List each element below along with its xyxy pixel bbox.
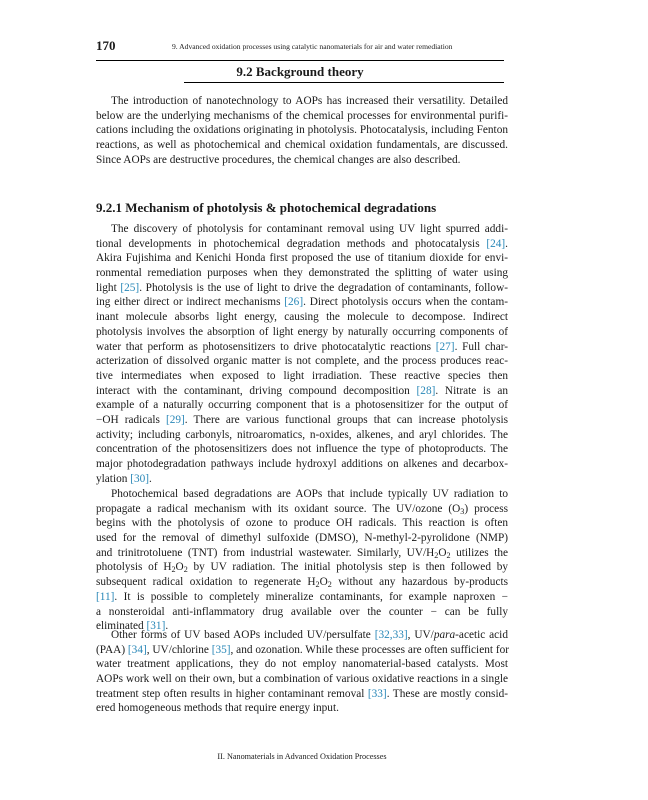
body-paragraph-2 bbox=[96, 487, 508, 634]
citation-link[interactable]: [29] bbox=[165, 413, 185, 426]
text-line: Akira Fujishima and Kenichi Honda first proposed the use of titanium dioxide for envi- bbox=[96, 252, 508, 265]
text-line: ylation [30]. bbox=[96, 472, 152, 485]
subscript: 3 bbox=[460, 506, 465, 516]
text-line: ing either direct or indirect mechanisms [26]. Direct photolysis occurs when the contam- bbox=[96, 296, 508, 309]
italic-text: para bbox=[433, 629, 456, 641]
text-line: a nonsteroidal anti-inflammatory drug available over the counter − can be fully bbox=[96, 605, 508, 618]
text-line: AOPs work well on their own, but a combination of various oxidative reactions in a single bbox=[96, 673, 508, 686]
citation-link[interactable]: [33] bbox=[367, 687, 387, 700]
text-line: eliminated [31]. bbox=[96, 620, 169, 633]
text-line: propagate a radical mechanism with its oxidant source. The UV/ozone $(O_3)$ process bbox=[96, 502, 508, 516]
page-header bbox=[96, 36, 504, 61]
citation-link[interactable]: [24] bbox=[486, 237, 506, 250]
subsection-title: 9.2.1 Mechanism of photolysis & photochemical degradations bbox=[96, 200, 437, 215]
intro-paragraph bbox=[96, 94, 508, 167]
citation-link[interactable]: [31] bbox=[146, 620, 166, 633]
citation-link[interactable]: [32,33] bbox=[374, 629, 408, 641]
text-line: below are the underlying mechanisms of the chemical processes for environmental purifi- bbox=[96, 109, 508, 122]
text-line: ronmental remediation purposes when they demonstrated the splitting of water using bbox=[96, 267, 508, 280]
running-title: 9. Advanced oxidation processes using catalytic nanomaterials for air and water remediation bbox=[172, 42, 453, 51]
subscript: 2 bbox=[327, 580, 332, 590]
text-line: The discovery of photolysis for contaminant removal using UV light spurred addi- bbox=[111, 223, 508, 235]
text-line: Since AOPs are destructive procedures, the chemical changes are also described. bbox=[96, 153, 461, 166]
text-line: used for the removal of dimethyl sulfoxide (DMSO), N-methyl-2-pyrolidone (NMP) bbox=[96, 532, 508, 545]
citation-link[interactable]: [28] bbox=[416, 384, 436, 397]
section-title-rule bbox=[184, 82, 504, 83]
text-line: tional developments in photochemical degradation methods and photocatalysis [24]. bbox=[96, 237, 508, 250]
citation-link[interactable]: [27] bbox=[435, 340, 455, 353]
subscript: 2 bbox=[446, 550, 451, 560]
text-line: light [25]. Photolysis is the use of light to drive the degradation of contaminants, follow- bbox=[96, 281, 508, 294]
text-line: The introduction of nanotechnology to AOPs has increased their versatility. Detailed bbox=[111, 95, 508, 107]
text-line: interact with the contaminant, driving compound decomposition [28]. Nitrate is an bbox=[96, 384, 509, 397]
text-line: −OH radicals [29]. There are various functional groups that can increase photolysis bbox=[96, 413, 508, 426]
page-number: 170 bbox=[96, 38, 116, 53]
text-line: photolysis of $H_2O_2$ by UV radiation. The initial photolysis step is then followed by bbox=[96, 561, 508, 575]
citation-link[interactable]: [11] bbox=[96, 590, 115, 603]
text-line: cations including the oxidations originating in photolysis. Photocatalysis, including Fenton bbox=[96, 124, 508, 137]
subscript: 2 bbox=[315, 580, 320, 590]
page-footer: II. Nanomaterials in Advanced Oxidation Processes bbox=[217, 752, 387, 761]
text-line: subsequent radical oxidation to regenerate $H_2O_2$ without any hazardous by-products bbox=[96, 576, 508, 590]
section-title: 9.2 Background theory bbox=[236, 64, 364, 79]
text-line: tive intermediates when exposed to light irradiation. These reactive species then bbox=[96, 369, 508, 382]
text-line: activity; including carbonyls, nitroaromatics, n-oxides, alkenes, and aryl chlorides. The bbox=[96, 428, 508, 441]
subscript: 2 bbox=[183, 565, 188, 575]
subscript: 2 bbox=[171, 565, 176, 575]
text-line: photolysis involves the absorption of light energy by naturally occurring components of bbox=[96, 325, 508, 338]
text-line: [11]. It is possible to completely mineralize contaminants, for example naproxen − bbox=[96, 590, 508, 603]
text-line: Other forms of UV based AOPs included UV/persulfate [32,33], UV/para-acetic acid bbox=[111, 629, 508, 641]
text-line: acterization of dissolved organic matter is not complete, and the process produces reac- bbox=[96, 355, 508, 368]
citation-link[interactable]: [26] bbox=[284, 296, 304, 309]
text-line: and trinitrotoluene (TNT) from industrial wastewater. Similarly, $UV/H_2O_2$ utilizes the bbox=[96, 546, 508, 560]
citation-link[interactable]: [25] bbox=[120, 281, 140, 294]
citation-link[interactable]: [35] bbox=[211, 643, 231, 656]
text-line: begins with the photolysis of ozone to produce OH radicals. This reaction is often bbox=[96, 517, 508, 530]
text-line: water treatment applications, they do not employ nanomaterial-based catalysts. Most bbox=[96, 658, 508, 671]
citation-link[interactable]: [30] bbox=[130, 472, 150, 485]
text-line: water that perform as photosensitizers to drive photocatalytic reactions [27]. Full char- bbox=[96, 340, 509, 353]
text-line: (PAA) [34], UV/chlorine [35], and ozonation. While these processes are often sufficient for bbox=[96, 643, 509, 656]
subscript: 2 bbox=[434, 550, 439, 560]
text-line: treatment step often results in higher contaminant removal [33]. These are mostly consid- bbox=[96, 687, 509, 700]
text-line: ered homogeneous methods that require energy input. bbox=[96, 702, 339, 715]
body-paragraph-1 bbox=[96, 222, 508, 486]
text-line: concentration of the photosensitizers does not influence the type of photoproducts. The bbox=[96, 443, 508, 456]
citation-link[interactable]: [34] bbox=[127, 643, 147, 656]
text-line: inant molecule absorbs light energy, causing the molecule to decompose. Indirect bbox=[96, 311, 508, 324]
text-line: reactions, as well as photochemical and chemical oxidation fundamentals, are discussed. bbox=[96, 139, 508, 152]
text-line: example of a naturally occurring component that is a photosensitizer for the output of bbox=[96, 399, 508, 412]
body-paragraph-3 bbox=[96, 628, 508, 716]
text-line: Photochemical based degradations are AOPs that include typically UV radiation to bbox=[111, 488, 508, 500]
text-line: major photodegradation pathways include hydroxyl additions on alkenes and decarbox- bbox=[96, 458, 508, 470]
